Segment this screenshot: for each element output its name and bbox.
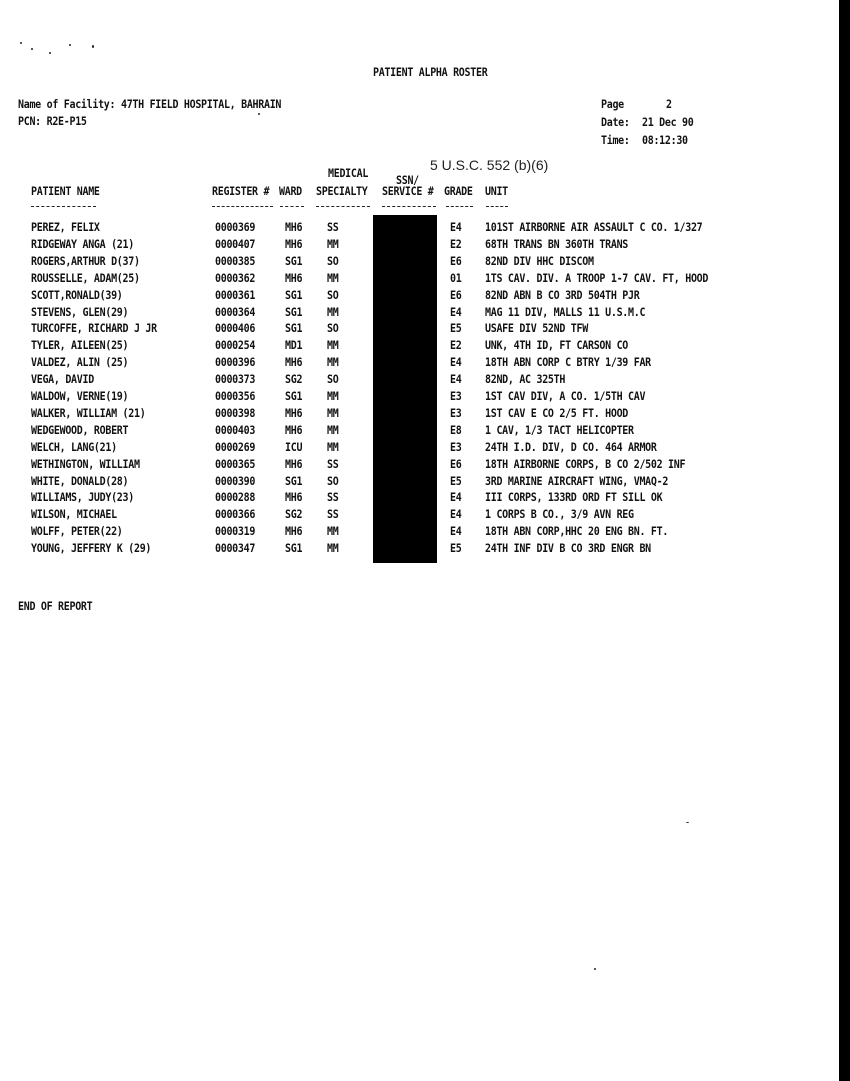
medical-specialty: SO (327, 323, 339, 336)
unit: 24TH INF DIV B CO 3RD ENGR BN (485, 543, 651, 556)
medical-specialty: SS (327, 459, 339, 472)
register-number: 0000396 (215, 357, 256, 370)
register-number: 0000390 (215, 476, 256, 489)
unit: UNK, 4TH ID, FT CARSON CO (485, 340, 629, 353)
patient-name: ROUSSELLE, ADAM(25) (31, 273, 140, 286)
register-number: 0000361 (215, 290, 256, 303)
medical-specialty: MM (327, 543, 339, 556)
grade: E4 (450, 492, 462, 505)
header-underline (31, 206, 96, 208)
medical-specialty: MM (327, 408, 339, 421)
unit: 1TS CAV. DIV. A TROOP 1-7 CAV. FT, HOOD (485, 273, 709, 286)
patient-name: WALDOW, VERNE(19) (31, 391, 129, 404)
header-underline (446, 206, 473, 208)
patient-name: WOLFF, PETER(22) (31, 526, 123, 539)
patient-name: SCOTT,RONALD(39) (31, 290, 123, 303)
patient-name: WALKER, WILLIAM (21) (31, 408, 146, 421)
patient-name: TYLER, AILEEN(25) (31, 340, 129, 353)
register-number: 0000356 (215, 391, 256, 404)
register-number: 0000254 (215, 340, 256, 353)
ward: MH6 (285, 239, 303, 252)
header-underline (382, 206, 436, 208)
scan-speck (258, 113, 260, 115)
header-underline (486, 206, 508, 208)
date-label: Date: (601, 117, 630, 130)
ward: SG1 (285, 543, 303, 556)
header-unit: UNIT (485, 186, 508, 199)
grade: E4 (450, 307, 462, 320)
unit: 1ST CAV DIV, A CO. 1/5TH CAV (485, 391, 646, 404)
grade: E5 (450, 323, 462, 336)
foia-exemption-label: 5 U.S.C. 552 (b)(6) (430, 157, 549, 173)
header-service-number: SERVICE # (382, 186, 434, 199)
header-patient-name: PATIENT NAME (31, 186, 100, 199)
grade: E3 (450, 391, 462, 404)
ward: SG1 (285, 290, 303, 303)
patient-name: TURCOFFE, RICHARD J JR (31, 323, 157, 336)
unit: 3RD MARINE AIRCRAFT WING, VMAQ-2 (485, 476, 669, 489)
medical-specialty: SS (327, 492, 339, 505)
report-title: PATIENT ALPHA ROSTER (373, 67, 488, 80)
patient-name: WEDGEWOOD, ROBERT (31, 425, 129, 438)
register-number: 0000373 (215, 374, 256, 387)
medical-specialty: SO (327, 290, 339, 303)
unit: III CORPS, 133RD ORD FT SILL OK (485, 492, 663, 505)
medical-specialty: SO (327, 374, 339, 387)
patient-name: ROGERS,ARTHUR D(37) (31, 256, 140, 269)
medical-specialty: MM (327, 340, 339, 353)
patient-name: YOUNG, JEFFERY K (29) (31, 543, 152, 556)
ward: MH6 (285, 425, 303, 438)
ward: MH6 (285, 357, 303, 370)
ssn-redaction-block (373, 215, 437, 563)
pcn-code: PCN: R2E-P15 (18, 116, 87, 129)
unit: 18TH ABN CORP,HHC 20 ENG BN. FT. (485, 526, 669, 539)
medical-specialty: MM (327, 307, 339, 320)
scan-speck (686, 822, 689, 823)
header-underline (212, 206, 273, 208)
grade: E6 (450, 290, 462, 303)
ward: SG2 (285, 374, 303, 387)
ward: MH6 (285, 459, 303, 472)
patient-name: WETHINGTON, WILLIAM (31, 459, 140, 472)
grade: 01 (450, 273, 462, 286)
ward: MH6 (285, 492, 303, 505)
header-medical-top: MEDICAL (328, 168, 369, 181)
medical-specialty: SO (327, 256, 339, 269)
header-ward: WARD (279, 186, 302, 199)
unit: 82ND DIV HHC DISCOM (485, 256, 594, 269)
register-number: 0000365 (215, 459, 256, 472)
ward: SG2 (285, 509, 303, 522)
header-register: REGISTER # (212, 186, 270, 199)
patient-name: RIDGEWAY ANGA (21) (31, 239, 134, 252)
grade: E4 (450, 374, 462, 387)
scan-speck (49, 52, 51, 54)
grade: E5 (450, 476, 462, 489)
header-specialty: SPECIALTY (316, 186, 368, 199)
patient-name: WELCH, LANG(21) (31, 442, 117, 455)
scan-speck (20, 42, 22, 44)
ward: MD1 (285, 340, 303, 353)
unit: 18TH AIRBORNE CORPS, B CO 2/502 INF (485, 459, 686, 472)
medical-specialty: MM (327, 526, 339, 539)
medical-specialty: MM (327, 239, 339, 252)
ward: SG1 (285, 307, 303, 320)
unit: 82ND ABN B CO 3RD 504TH PJR (485, 290, 640, 303)
unit: 1ST CAV E CO 2/5 FT. HOOD (485, 408, 629, 421)
report-time: 08:12:30 (642, 135, 688, 148)
unit: 82ND, AC 325TH (485, 374, 566, 387)
register-number: 0000385 (215, 256, 256, 269)
register-number: 0000364 (215, 307, 256, 320)
grade: E3 (450, 408, 462, 421)
medical-specialty: SO (327, 476, 339, 489)
patient-name: VALDEZ, ALIN (25) (31, 357, 129, 370)
grade: E6 (450, 459, 462, 472)
register-number: 0000398 (215, 408, 256, 421)
ward: ICU (285, 442, 303, 455)
page-number: 2 (666, 99, 672, 112)
grade: E2 (450, 239, 462, 252)
medical-specialty: MM (327, 425, 339, 438)
medical-specialty: MM (327, 357, 339, 370)
register-number: 0000403 (215, 425, 256, 438)
unit: 68TH TRANS BN 360TH TRANS (485, 239, 629, 252)
unit: 1 CAV, 1/3 TACT HELICOPTER (485, 425, 634, 438)
medical-specialty: SS (327, 222, 339, 235)
scan-speck (69, 44, 71, 46)
patient-name: WHITE, DONALD(28) (31, 476, 129, 489)
header-underline (316, 206, 370, 208)
facility-name: Name of Facility: 47TH FIELD HOSPITAL, BAHRAIN (18, 99, 282, 112)
grade: E4 (450, 509, 462, 522)
register-number: 0000366 (215, 509, 256, 522)
ward: MH6 (285, 273, 303, 286)
unit: MAG 11 DIV, MALLS 11 U.S.M.C (485, 307, 646, 320)
medical-specialty: MM (327, 273, 339, 286)
register-number: 0000362 (215, 273, 256, 286)
ward: SG1 (285, 323, 303, 336)
patient-name: WILSON, MICHAEL (31, 509, 117, 522)
unit: 101ST AIRBORNE AIR ASSAULT C CO. 1/327 (485, 222, 703, 235)
unit: 24TH I.D. DIV, D CO. 464 ARMOR (485, 442, 657, 455)
register-number: 0000369 (215, 222, 256, 235)
register-number: 0000288 (215, 492, 256, 505)
grade: E6 (450, 256, 462, 269)
grade: E5 (450, 543, 462, 556)
scan-speck (92, 45, 94, 48)
patient-name: VEGA, DAVID (31, 374, 94, 387)
register-number: 0000269 (215, 442, 256, 455)
end-of-report: END OF REPORT (18, 601, 93, 614)
register-number: 0000319 (215, 526, 256, 539)
ward: SG1 (285, 256, 303, 269)
ward: MH6 (285, 408, 303, 421)
page-label: Page (601, 99, 624, 112)
grade: E4 (450, 526, 462, 539)
header-underline (280, 206, 304, 208)
unit: 1 CORPS B CO., 3/9 AVN REG (485, 509, 634, 522)
scan-speck (31, 48, 33, 50)
ward: MH6 (285, 526, 303, 539)
grade: E3 (450, 442, 462, 455)
ward: MH6 (285, 222, 303, 235)
medical-specialty: MM (327, 391, 339, 404)
scan-edge-border (839, 0, 850, 1081)
grade: E2 (450, 340, 462, 353)
patient-name: WILLIAMS, JUDY(23) (31, 492, 134, 505)
grade: E4 (450, 357, 462, 370)
grade: E4 (450, 222, 462, 235)
register-number: 0000347 (215, 543, 256, 556)
header-ssn-top: SSN/ (396, 175, 419, 188)
unit: USAFE DIV 52ND TFW (485, 323, 588, 336)
medical-specialty: SS (327, 509, 339, 522)
patient-name: PEREZ, FELIX (31, 222, 100, 235)
grade: E8 (450, 425, 462, 438)
scan-speck (594, 968, 596, 970)
ward: SG1 (285, 391, 303, 404)
patient-name: STEVENS, GLEN(29) (31, 307, 129, 320)
medical-specialty: MM (327, 442, 339, 455)
time-label: Time: (601, 135, 630, 148)
ward: SG1 (285, 476, 303, 489)
register-number: 0000406 (215, 323, 256, 336)
register-number: 0000407 (215, 239, 256, 252)
header-grade: GRADE (444, 186, 473, 199)
report-date: 21 Dec 90 (642, 117, 694, 130)
unit: 18TH ABN CORP C BTRY 1/39 FAR (485, 357, 651, 370)
